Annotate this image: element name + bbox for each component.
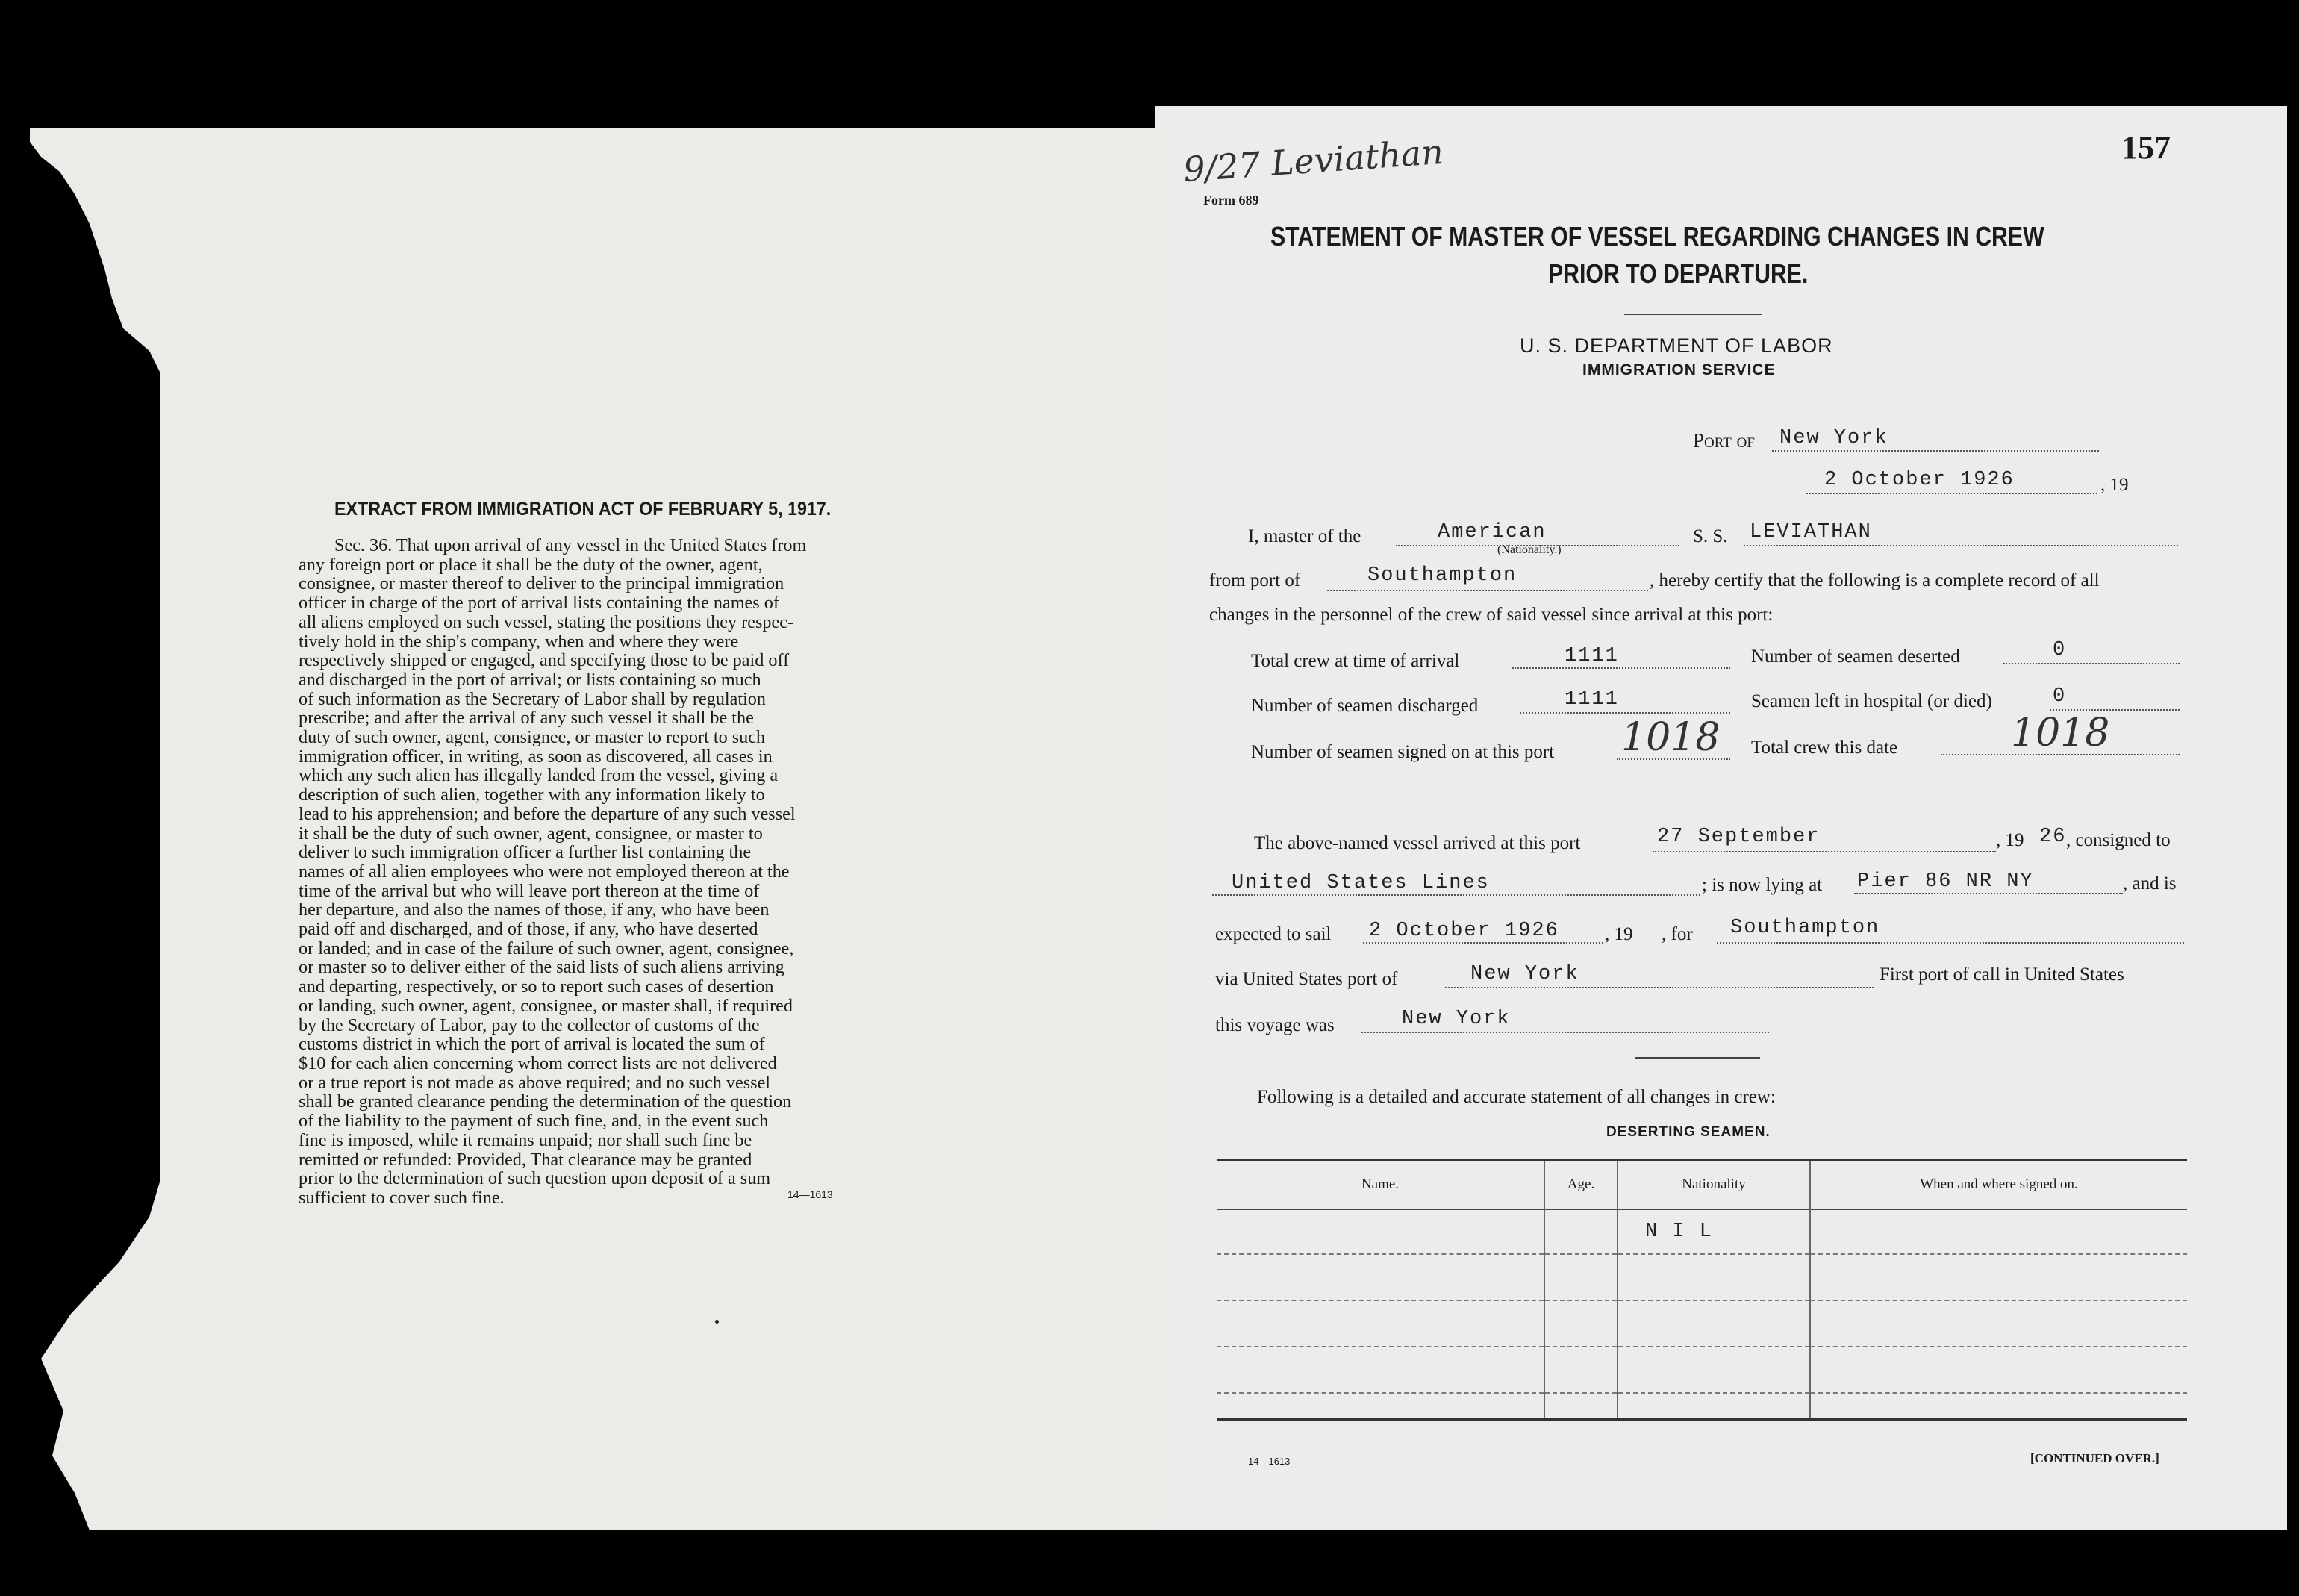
for-label: , for — [1662, 924, 1693, 944]
extract-line: it shall be the duty of such owner, agent, consignee, or master to — [299, 823, 763, 844]
ship-line — [1744, 545, 2178, 546]
form-number: Form 689 — [1203, 193, 1259, 208]
and-is-text: , and is — [2123, 873, 2177, 894]
extract-line: and departing, respectively, or so to report such cases of desertion — [299, 977, 774, 997]
footer-code: 14—1613 — [1248, 1456, 1291, 1467]
department-name: U. S. DEPARTMENT OF LABOR — [1520, 334, 1833, 357]
from-port-label: from port of — [1209, 570, 1301, 590]
title-divider — [1624, 314, 1762, 315]
extract-line: tively hold in the ship's company, when and where they were — [299, 632, 739, 652]
extract-line: lead to his apprehension; and before the departure of any such vessel — [299, 804, 796, 824]
table-row — [1217, 1300, 2187, 1347]
voyage-value: New York — [1402, 1008, 1511, 1030]
following-text: Following is a detailed and accurate statement of all changes in crew: — [1257, 1087, 1776, 1107]
extract-line: prior to the determination of such question upon deposit of a sum — [299, 1169, 771, 1188]
via-line — [1445, 987, 1874, 988]
total-crew-value: 1111 — [1565, 645, 1619, 667]
extract-line: remitted or refunded: Provided, That clearance may be granted — [299, 1150, 752, 1170]
total-crew-label: Total crew at time of arrival — [1251, 651, 1460, 671]
page-speck — [715, 1320, 719, 1324]
consigned-text: , consigned to — [2066, 830, 2171, 850]
extract-line: or master so to deliver either of the said lists of such aliens arriving — [299, 958, 784, 978]
total-date-value: 1018 — [2011, 711, 2110, 755]
via-value: New York — [1470, 963, 1579, 985]
extract-line: duty of such owner, agent, consignee, or master to report to such — [299, 728, 766, 747]
voyage-line — [1361, 1032, 1769, 1033]
nationality-value: American — [1438, 521, 1547, 543]
port-value: New York — [1779, 427, 1888, 449]
extract-line: fine is imposed, while it remains unpaid; nor shall such fine be — [299, 1130, 752, 1150]
master-prefix: I, master of the — [1248, 526, 1361, 546]
signed-value: 1018 — [1621, 715, 1721, 760]
extract-line: $10 for each alien concerning whom correct lists are not delivered — [299, 1053, 777, 1073]
arrived-prefix: The above-named vessel arrived at this port — [1254, 833, 1581, 853]
extract-line: which any such alien has illegally landed from the vessel, giving a — [299, 766, 779, 786]
voyage-label: this voyage was — [1215, 1015, 1335, 1035]
hospital-value: 0 — [2053, 685, 2067, 708]
extract-line: deliver to such immigration officer a further list containing the — [299, 843, 752, 862]
discharged-line — [1520, 712, 1730, 714]
deserted-line — [2003, 663, 2180, 664]
date-line — [1806, 493, 2097, 494]
extract-line: of the liability to the payment of such fine, and, in the event such — [299, 1112, 769, 1131]
table-row — [1217, 1209, 2187, 1254]
handwritten-note: 9/27 Leviathan — [1182, 131, 1445, 190]
col-nationality: Nationality — [1618, 1160, 1810, 1209]
from-port-value: Southampton — [1367, 564, 1517, 587]
extract-line: shall be granted clearance pending the determination of the question — [299, 1092, 792, 1112]
form-title-line2: PRIOR TO DEPARTURE. — [1548, 258, 1809, 289]
ship-value: LEVIATHAN — [1750, 521, 1872, 543]
hospital-label: Seamen left in hospital (or died) — [1751, 691, 1992, 711]
extract-heading: EXTRACT FROM IMMIGRATION ACT OF FEBRUARY 5, 1917. — [334, 499, 832, 520]
port-line — [1772, 450, 2099, 452]
extract-line: and discharged in the port of arrival; or lists containing so much — [299, 670, 761, 690]
table-header-row — [1217, 1160, 2187, 1209]
continued-over: [CONTINUED OVER.] — [2030, 1451, 2159, 1465]
left-form-code: 14—1613 — [787, 1188, 833, 1200]
table-row — [1217, 1347, 2187, 1393]
via-label: via United States port of — [1215, 969, 1398, 989]
changes-text: changes in the personnel of the crew of said vessel since arrival at this port: — [1209, 605, 1774, 625]
ss-label: S. S. — [1693, 526, 1728, 546]
nationality-caption: (Nationality.) — [1497, 543, 1562, 556]
extract-line: Sec. 36. That upon arrival of any vessel in the United States from — [334, 536, 807, 555]
sail-value: 2 October 1926 — [1369, 920, 1559, 942]
extract-line: consignee, or master thereof to deliver to the principal immigration — [299, 574, 784, 594]
arrived-line — [1653, 851, 1996, 852]
consignee-line — [1212, 894, 1700, 896]
extract-body — [299, 536, 896, 1208]
extract-line: by the Secretary of Labor, pay to the collector of customs of the — [299, 1015, 760, 1035]
deserted-label: Number of seamen deserted — [1751, 646, 1960, 667]
extract-line: all aliens employed on such vessel, stating the positions they respec- — [299, 612, 793, 632]
expected-label: expected to sail — [1215, 924, 1332, 944]
certify-text: , hereby certify that the following is a complete record of all — [1650, 570, 2100, 590]
extract-line: sufficient to cover such fine. — [299, 1188, 505, 1208]
sail-line — [1363, 942, 1603, 944]
extract-line: or landing, such owner, agent, consignee, or master shall, if required — [299, 996, 793, 1016]
extract-line: prescribe; and after the arrival of any such vessel it shall be the — [299, 708, 754, 729]
extract-line: names of all alien employees who were not employed thereon at the — [299, 861, 790, 882]
signed-label: Number of seamen signed on at this port — [1251, 742, 1555, 762]
extract-line: time of the arrival but who will leave port thereon at the time of — [299, 881, 760, 901]
extract-line: any foreign port or place it shall be the duty of the owner, agent, — [299, 555, 763, 575]
for-line — [1717, 942, 2184, 944]
consignee-value: United States Lines — [1232, 872, 1490, 894]
deserting-seamen-table — [1217, 1159, 2187, 1421]
extract-line: or a true report is not made as above required; and no such vessel — [299, 1073, 771, 1093]
col-age: Age. — [1544, 1160, 1618, 1209]
col-signed-on: When and where signed on. — [1920, 1176, 2078, 1192]
section-divider — [1635, 1057, 1760, 1059]
first-port-text: First port of call in United States — [1880, 964, 2124, 985]
lying-line — [1854, 893, 2123, 894]
lying-text: ; is now lying at — [1702, 875, 1823, 895]
total-crew-line — [1512, 667, 1730, 669]
date-suffix: , 19 — [2100, 475, 2129, 495]
table-row — [1217, 1393, 2187, 1420]
extract-line: customs district in which the port of arrival is located the sum of — [299, 1035, 765, 1054]
nil-entry: N I L — [1618, 1209, 1810, 1254]
page-number: 157 — [2121, 129, 2171, 166]
extract-line: her departure, and also the names of those, if any, who have been — [299, 900, 770, 920]
total-date-label: Total crew this date — [1751, 738, 1898, 758]
extract-line: or landed; and in case of the failure of such owner, agent, consignee, — [299, 938, 794, 958]
from-port-line — [1327, 590, 1648, 591]
extract-line: description of such alien, together with any information likely to — [299, 785, 765, 805]
arrived-year-prefix: , 19 — [1996, 830, 2024, 850]
lying-value: Pier 86 NR NY — [1857, 870, 2034, 893]
extract-line: respectively shipped or engaged, and specifying those to be paid off — [299, 651, 790, 670]
deserted-value: 0 — [2053, 639, 2067, 661]
extract-line: officer in charge of the port of arrival lists containing the names of — [299, 593, 779, 613]
arrived-value: 27 September — [1657, 826, 1821, 848]
extract-line: paid off and discharged, and of those, if any, who have deserted — [299, 920, 758, 939]
port-label: Port of — [1693, 429, 1755, 452]
for-value: Southampton — [1730, 917, 1880, 939]
extract-line: of such information as the Secretary of Labor shall by regulation — [299, 689, 766, 709]
section-title: DESERTING SEAMEN. — [1606, 1124, 1771, 1140]
date-value: 2 October 1926 — [1824, 469, 2015, 491]
service-name: IMMIGRATION SERVICE — [1582, 361, 1776, 378]
table-row — [1217, 1254, 2187, 1300]
form-title-line1: STATEMENT OF MASTER OF VESSEL REGARDING CHANGES IN CREW — [1270, 221, 2044, 252]
discharged-value: 1111 — [1565, 688, 1619, 711]
discharged-label: Number of seamen discharged — [1251, 696, 1479, 716]
arrived-year-value: 26 — [2039, 826, 2067, 848]
extract-line: immigration officer, in writing, as soon as discovered, all cases in — [299, 746, 773, 767]
sail-suffix: , 19 — [1605, 924, 1633, 944]
col-name: Name. — [1217, 1160, 1544, 1209]
